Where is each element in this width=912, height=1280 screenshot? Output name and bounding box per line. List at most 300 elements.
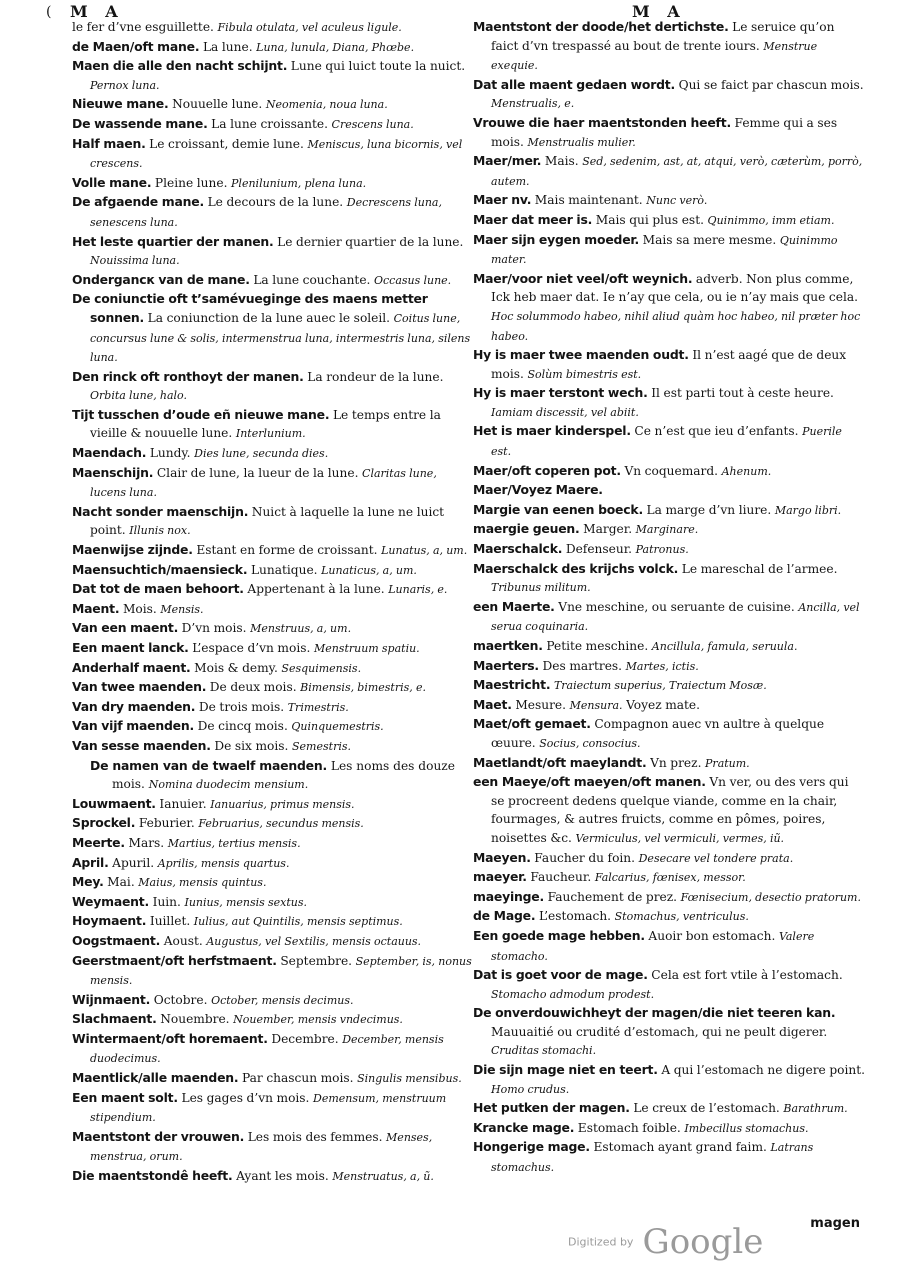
headword: Die maentstondê heeft. (72, 1168, 233, 1184)
latin-gloss: Falcarius, fœnisex, messor. (594, 871, 746, 885)
french-gloss: L’estomach. (538, 909, 612, 924)
latin-gloss: Semestris. (292, 739, 351, 753)
french-gloss: Le mareschal de l’armee. (681, 561, 838, 576)
headword: Volle mane. (72, 174, 152, 190)
cross-reference: Voyez mate. (626, 697, 701, 712)
french-gloss: Septembre. (280, 953, 353, 968)
latin-gloss: Nunc verò. (646, 194, 708, 208)
french-gloss: Auoir bon estomach. (648, 928, 776, 943)
latin-gloss: Desecare vel tondere prata. (638, 851, 794, 865)
dictionary-entry (72, 1089, 472, 1128)
dictionary-entry (72, 717, 472, 737)
headword: Maer sijn eygen moeder. (473, 231, 640, 247)
french-gloss: Aoust. (163, 933, 203, 948)
latin-gloss: Claritas lune, lucens luna. (90, 466, 437, 500)
headword: de Maen/oft mane. (72, 38, 200, 54)
dictionary-entry (72, 406, 472, 444)
dictionary-entry (72, 678, 472, 698)
french-gloss: Mais qui plus est. (595, 212, 704, 227)
dictionary-entry (473, 384, 865, 422)
headword: Hy is maer terstont wech. (473, 385, 648, 401)
headword: Maenschijn. (72, 464, 154, 480)
latin-gloss: Mensura. (569, 698, 623, 712)
french-gloss: Lune qui luict toute la nuict. (290, 59, 466, 74)
dictionary-entry (72, 932, 472, 952)
latin-gloss: Latrans stomachus. (491, 1141, 814, 1175)
latin-gloss: Menstrualis, e. (491, 97, 575, 111)
headword: Een goede mage hebben. (473, 927, 645, 943)
latin-gloss: Margo libri. (774, 503, 842, 517)
french-gloss: Appertenant à la lune. (247, 582, 385, 597)
dictionary-entry (72, 834, 472, 854)
french-gloss: Vn ver, ou des vers qui se procreent dedens quelque viande, comme en la chair, fourmages, & autres fruicts, comme en pômes, poires, noisettes &c. (491, 775, 849, 845)
dictionary-entry (72, 95, 472, 115)
dictionary-entry (473, 637, 865, 657)
french-gloss: Clair de lune, la lueur de la lune. (156, 465, 359, 480)
headword: De namen van de twaelf maenden. (90, 757, 327, 773)
digitized-watermark (568, 1222, 763, 1262)
french-gloss: adverb. Non plus comme, Ick heb maer dat. Ie n’ay que cela, ou ie n’ay mais que cela. (491, 271, 858, 305)
dictionary-entry (72, 561, 472, 581)
french-gloss: Vn coquemard. (624, 463, 719, 478)
latin-gloss: Orbita lune, halo. (90, 389, 187, 403)
french-gloss: Ianuier. (159, 796, 207, 811)
dictionary-entry (473, 560, 865, 598)
french-gloss: Mai. (107, 875, 135, 890)
french-gloss: La rondeur de la lune. (307, 369, 444, 384)
dictionary-entry (72, 737, 472, 757)
latin-gloss: Martes, ictis. (625, 659, 699, 673)
latin-gloss: Crescens luna. (331, 117, 414, 131)
latin-gloss: Quinimmo mater. (491, 233, 838, 267)
french-gloss: Vn prez. (650, 755, 702, 770)
french-gloss: Les gages d’vn mois. (181, 1090, 310, 1105)
right-column (473, 18, 865, 1178)
headword: De coniunctie oft t’samévueginge des maens metter sonnen. (72, 291, 428, 325)
dictionary-entry (72, 698, 472, 718)
french-gloss: De cincq mois. (197, 719, 288, 734)
latin-gloss: Aprilis, mensis quartus. (157, 856, 290, 870)
french-gloss: Les mois des femmes. (247, 1129, 383, 1144)
headword: Meerte. (72, 834, 125, 850)
latin-gloss: Imbecillus stomachus. (684, 1121, 809, 1135)
headword: Van sesse maenden. (72, 737, 211, 753)
headword: Maentstont der doode/het dertichste. (473, 19, 729, 34)
french-gloss: Mais sa mere mesme. (642, 232, 777, 247)
headword: maeyer. (473, 869, 527, 885)
french-gloss: le fer d’vne esguillette. (72, 20, 214, 34)
french-gloss: Defenseur. (565, 542, 633, 557)
headword: Maer/mer. (473, 153, 542, 169)
headword: Die sijn mage niet en teert. (473, 1062, 658, 1078)
latin-gloss: Martius, tertius mensis. (167, 836, 301, 850)
dictionary-entry (473, 481, 865, 501)
headword: maergie geuen. (473, 521, 580, 537)
dictionary-entry (72, 1030, 472, 1069)
latin-gloss: Menstruum spatiu. (313, 642, 420, 655)
latin-gloss: Lunaticus, a, um. (321, 563, 417, 577)
latin-gloss: Menstruatus, a, ũ. (332, 1170, 434, 1184)
french-gloss: Faucher du foin. (534, 850, 636, 865)
dictionary-entry (473, 1119, 865, 1139)
dictionary-entry (72, 619, 472, 639)
latin-gloss: Puerile est. (491, 425, 842, 459)
dictionary-entry (72, 444, 472, 464)
headword: Dat tot de maen behoort. (72, 581, 244, 597)
headword: Maer dat meer is. (473, 211, 593, 227)
latin-gloss: Sesquimensis. (281, 661, 362, 675)
dictionary-entry (473, 18, 865, 76)
dictionary-entry (72, 952, 472, 991)
latin-gloss: Ancilla, vel serua coquinaria. (491, 600, 860, 634)
watermark-prefix: Digitized by (568, 1235, 634, 1249)
dictionary-entry (72, 893, 472, 913)
dictionary-entry (72, 854, 472, 874)
headword: een Maerte. (473, 598, 555, 614)
headword: Van dry maenden. (72, 698, 196, 714)
headword: Sprockel. (72, 815, 136, 831)
headword: Weymaent. (72, 893, 150, 909)
dictionary-entry (473, 520, 865, 540)
headword: Nieuwe mane. (72, 96, 169, 112)
french-gloss: Mais maintenant. (534, 193, 643, 208)
latin-gloss: Iunius, mensis sextus. (184, 895, 307, 909)
headword: De wassende mane. (72, 115, 208, 131)
dictionary-entry (473, 76, 865, 114)
latin-gloss: Iamiam discessit, vel abiit. (491, 405, 639, 419)
headword: Nacht sonder maenschijn. (72, 503, 249, 519)
headword: Maerters. (473, 657, 539, 673)
headword: Dat is goet voor de mage. (473, 967, 648, 983)
dictionary-entry (72, 290, 472, 367)
latin-gloss: Luna, lunula, Diana, Phœbe. (256, 40, 415, 54)
french-gloss: Cela est fort vtile à l’estomach. (651, 968, 843, 983)
french-gloss: Il n’est aagé que de deux mois. (491, 348, 847, 381)
dictionary-entry (473, 231, 865, 270)
headword: Het is maer kinderspel. (473, 423, 631, 439)
french-gloss: Mois & demy. (194, 660, 278, 675)
dictionary-entry (473, 114, 865, 152)
french-gloss: Mesure. (515, 697, 567, 712)
dictionary-entry (72, 991, 472, 1011)
latin-gloss: Quinquemestris. (291, 720, 384, 734)
latin-gloss: Socius, consocius. (539, 736, 641, 750)
headword: Louwmaent. (72, 795, 156, 811)
dictionary-entry (473, 927, 865, 966)
french-gloss: Mauuaitié ou crudité d’estomach, qui ne peult digerer. (491, 1024, 828, 1039)
headword: Margie van eenen boeck. (473, 501, 643, 517)
section-heading (72, 757, 472, 795)
french-gloss: Octobre. (153, 992, 208, 1007)
dictionary-entry (72, 271, 472, 291)
headword: Een maent lanck. (72, 640, 189, 655)
dictionary-entry (473, 715, 865, 753)
latin-gloss: Lunaris, e. (388, 583, 448, 597)
headword: Den rinck oft ronthoyt der manen. (72, 368, 304, 384)
french-gloss: Marger. (583, 522, 633, 537)
dictionary-entry (72, 18, 472, 38)
french-gloss: La marge d’vn liure. (646, 502, 772, 517)
headword: Dat alle maent gedaen wordt. (473, 76, 676, 92)
header-left: M A (70, 2, 124, 21)
french-gloss: A qui l’estomach ne digere point. (661, 1063, 865, 1078)
latin-gloss: Demensum, menstruum stipendium. (90, 1091, 447, 1125)
latin-gloss: Meniscus, luna bicornis, vel crescens. (90, 137, 463, 171)
catchword: magen (810, 1216, 860, 1231)
headword: Maet/oft gemaet. (473, 716, 591, 732)
latin-gloss: Valere stomacho. (491, 929, 815, 963)
dictionary-entry (72, 795, 472, 815)
latin-gloss: Pratum. (705, 756, 750, 770)
headword: Maen die alle den nacht schijnt. (72, 58, 288, 74)
french-gloss: Feburier. (138, 816, 195, 831)
latin-gloss: Vermiculus, vel vermiculi, vermes, iũ. (575, 831, 785, 845)
dictionary-entry (72, 464, 472, 503)
headword: Hy is maer twee maenden oudt. (473, 347, 689, 363)
latin-gloss: Nouember, mensis vndecimus. (233, 1013, 403, 1027)
headword: Maentstont der vrouwen. (72, 1128, 245, 1144)
latin-gloss: Cruditas stomachi. (491, 1044, 597, 1058)
headword: Van vijf maenden. (72, 718, 194, 734)
french-gloss: Ayant les mois. (236, 1169, 329, 1184)
dictionary-entry (473, 501, 865, 521)
latin-gloss: Homo crudus. (491, 1082, 570, 1096)
dictionary-entry (72, 639, 472, 659)
headword: een Maeye/oft maeyen/oft manen. (473, 774, 706, 790)
latin-gloss: Menses, menstrua, orum. (90, 1130, 433, 1164)
dictionary-entry (473, 966, 865, 1004)
latin-gloss: Ahenum. (721, 464, 772, 478)
headword: Vrouwe die haer maentstonden heeft. (473, 114, 731, 130)
headword: Krancke mage. (473, 1119, 575, 1135)
french-gloss: Nuict à laquelle la lune ne luict point. (90, 504, 445, 538)
dictionary-entry (473, 754, 865, 774)
dictionary-entry (72, 503, 472, 541)
french-gloss: La coniunction de la lune auec le soleil. (147, 310, 391, 325)
french-gloss: Mais. (544, 154, 579, 169)
french-gloss: La lune couchante. (253, 272, 371, 287)
french-gloss: Nouembre. (160, 1012, 230, 1027)
latin-gloss: Neomenia, noua luna. (265, 98, 388, 112)
french-gloss: De deux mois. (209, 680, 297, 695)
french-gloss: Le seruice qu’on faict d’vn trespassé au bout de trente iours. (491, 20, 835, 53)
french-gloss: Femme qui a ses mois. (491, 115, 838, 149)
headword: Het leste quartier der manen. (72, 233, 274, 249)
dictionary-entry (72, 659, 472, 679)
dictionary-entry (72, 1010, 472, 1030)
latin-gloss: December, mensis duodecimus. (90, 1032, 444, 1066)
french-gloss: Estomach foible. (577, 1120, 681, 1135)
latin-gloss: Interlunium. (235, 427, 306, 441)
latin-gloss: Stomachus, ventriculus. (614, 910, 749, 924)
french-gloss: Nouuelle lune. (172, 97, 263, 112)
latin-gloss: Maius, mensis quintus. (138, 876, 267, 890)
dictionary-entry (473, 849, 865, 869)
latin-gloss: Occasus lune. (374, 273, 452, 287)
headword: Maetlandt/oft maeylandt. (473, 754, 647, 770)
dictionary-entry (473, 540, 865, 560)
headword: Maendach. (72, 445, 147, 461)
dictionary-entry (72, 814, 472, 834)
headword: Maerschalck. (473, 541, 563, 557)
latin-gloss: Coitus lune, concursus lune & solis, intermenstrua luna, intermestris luna, silens luna. (90, 311, 471, 365)
headword: De onverdouwichheyt der magen/die niet teeren kan. (473, 1005, 836, 1021)
dictionary-entry (72, 233, 472, 271)
french-gloss: Le temps entre la vieille & nouuelle lune. (90, 407, 441, 441)
dictionary-entry (72, 38, 472, 58)
latin-gloss: Menstrue exequie. (491, 39, 818, 73)
left-column (72, 18, 472, 1187)
latin-gloss: Bimensis, bimestris, e. (300, 681, 426, 695)
latin-gloss: Februarius, secundus mensis. (198, 817, 364, 831)
french-gloss: De six mois. (214, 738, 289, 753)
latin-gloss: Traiectum superius, Traiectum Mosæ. (553, 679, 767, 693)
dictionary-entry (473, 422, 865, 461)
french-gloss: Les noms des douze mois. (112, 758, 455, 792)
headword: Maerschalck des krijchs volck. (473, 560, 679, 576)
page-mark: ( (46, 4, 52, 20)
dictionary-entry (72, 193, 472, 232)
headword: Maensuchtich/maensieck. (72, 561, 248, 577)
dictionary-entry (72, 580, 472, 600)
headword: Wijnmaent. (72, 991, 151, 1007)
dictionary-entry (72, 912, 472, 932)
french-gloss: Lundy. (149, 446, 191, 461)
headword: Maer/voor niet veel/oft weynich. (473, 270, 693, 286)
latin-gloss: Barathrum. (783, 1102, 848, 1116)
french-gloss: Le decours de la lune. (207, 195, 344, 210)
french-gloss: Fauchement de prez. (547, 889, 678, 904)
dictionary-entry (473, 346, 865, 384)
headword: Maer nv. (473, 192, 532, 208)
french-gloss: Lunatique. (250, 562, 318, 577)
french-gloss: Ce n’est que ieu d’enfants. (634, 424, 799, 439)
headword: Hoymaent. (72, 913, 147, 929)
french-gloss: La lune. (202, 39, 253, 54)
french-gloss: Pleine lune. (154, 175, 228, 190)
headword: Maentlick/alle maenden. (72, 1070, 239, 1086)
headword: Van twee maenden. (72, 679, 207, 695)
headword: April. (72, 854, 109, 870)
headword: maertken. (473, 638, 543, 653)
french-gloss: Le creux de l’estomach. (633, 1101, 780, 1116)
french-gloss: Il est parti tout à ceste heure. (651, 386, 834, 401)
dictionary-entry (72, 873, 472, 893)
dictionary-entry (473, 907, 865, 927)
french-gloss: Estant en forme de croissant. (196, 543, 378, 558)
latin-gloss: Fœnisecium, desectio pratorum. (680, 890, 861, 904)
headword: Hongerige mage. (473, 1139, 590, 1155)
dictionary-entry (473, 676, 865, 696)
latin-gloss: Solùm bimestris est. (527, 367, 642, 381)
dictionary-entry (473, 1004, 865, 1061)
french-gloss: Decembre. (271, 1031, 339, 1046)
latin-gloss: Augustus, vel Sextilis, mensis octauus. (206, 934, 422, 948)
latin-gloss: Sed, sedenim, ast, at, atqui, verò, cæterùm, porrò, autem. (491, 155, 863, 188)
headword: Geerstmaent/oft herfstmaent. (72, 952, 277, 968)
dictionary-entry (473, 1099, 865, 1119)
french-gloss: De trois mois. (198, 699, 285, 714)
headword: maeyinge. (473, 888, 545, 904)
dictionary-entry (72, 1128, 472, 1167)
dictionary-entry (72, 541, 472, 561)
french-gloss: Le croissant, demie lune. (149, 136, 304, 151)
french-gloss: Mois. (122, 601, 157, 616)
french-gloss: Qui se faict par chascun mois. (678, 77, 864, 92)
latin-gloss: Iulius, aut Quintilis, mensis septimus. (193, 915, 403, 929)
latin-gloss: October, mensis decimus. (211, 993, 354, 1007)
latin-gloss: Ianuarius, primus mensis. (210, 797, 355, 811)
headword: De afgaende mane. (72, 194, 205, 210)
dictionary-entry (72, 174, 472, 194)
headword: de Mage. (473, 908, 536, 924)
dictionary-entry (473, 152, 865, 191)
google-logo: Google (642, 1222, 764, 1262)
headword: Een maent solt. (72, 1089, 178, 1105)
latin-gloss: Hoc solummodo habeo, nihil aliud quàm hoc habeo, nil præter hoc habeo. (491, 309, 861, 343)
dictionary-entry (72, 57, 472, 95)
french-gloss: Iuin. (152, 894, 181, 909)
latin-gloss: Mensis. (160, 602, 204, 616)
latin-gloss: Pernox luna. (90, 78, 160, 92)
latin-gloss: Nomina duodecim mensium. (148, 778, 309, 792)
headword: Slachmaent. (72, 1011, 157, 1027)
latin-gloss: Marginare. (635, 523, 699, 537)
french-gloss: Faucheur. (530, 870, 592, 885)
headword: Maer/Voyez Maere. (473, 482, 603, 498)
french-gloss: Par chascun mois. (242, 1071, 354, 1086)
headword: Van een maent. (72, 620, 179, 636)
dictionary-entry (473, 191, 865, 211)
dictionary-entry (473, 598, 865, 637)
latin-gloss: Nouissima luna. (90, 254, 180, 268)
headword: Tijt tusschen d’oude eñ nieuwe mane. (72, 406, 330, 422)
french-gloss: Le dernier quartier de la lune. (277, 234, 464, 249)
french-gloss: Mars. (128, 835, 165, 850)
latin-gloss: Dies lune, secunda dies. (194, 447, 329, 461)
french-gloss: La lune croissante. (211, 116, 328, 131)
headword: Oogstmaent. (72, 932, 161, 948)
headword: Maestricht. (473, 677, 551, 693)
headword: Mey. (72, 874, 104, 890)
french-gloss: Iuillet. (149, 914, 191, 929)
headword: Ondergancк van de mane. (72, 271, 250, 287)
dictionary-entry (72, 135, 472, 174)
headword: Maent. (72, 600, 120, 616)
headword: Maeyen. (473, 849, 531, 865)
dictionary-entry (72, 1069, 472, 1089)
headword: Maenwijse zijnde. (72, 542, 193, 558)
french-gloss: Vne meschine, ou seruante de cuisine. (558, 599, 795, 614)
latin-gloss: Plenilunium, plena luna. (231, 176, 367, 190)
headword: Wintermaent/oft horemaent. (72, 1030, 268, 1046)
dictionary-entry (72, 368, 472, 406)
header-right: M A (632, 2, 686, 21)
latin-gloss: Stomacho admodum prodest. (491, 987, 655, 1001)
french-gloss: Estomach ayant grand faim. (593, 1140, 767, 1155)
dictionary-entry (72, 1167, 472, 1187)
latin-gloss: Patronus. (635, 543, 689, 557)
dictionary-entry (473, 1061, 865, 1099)
headword: Het putken der magen. (473, 1100, 630, 1116)
headword: Maet. (473, 696, 512, 712)
latin-gloss: Singulis mensibus. (357, 1072, 462, 1086)
dictionary-entry (473, 773, 865, 848)
dictionary-entry (473, 696, 865, 716)
latin-gloss: Fibula otulata, vel aculeus ligule. (217, 21, 402, 34)
dictionary-entry (72, 600, 472, 620)
dictionary-entry (473, 888, 865, 908)
